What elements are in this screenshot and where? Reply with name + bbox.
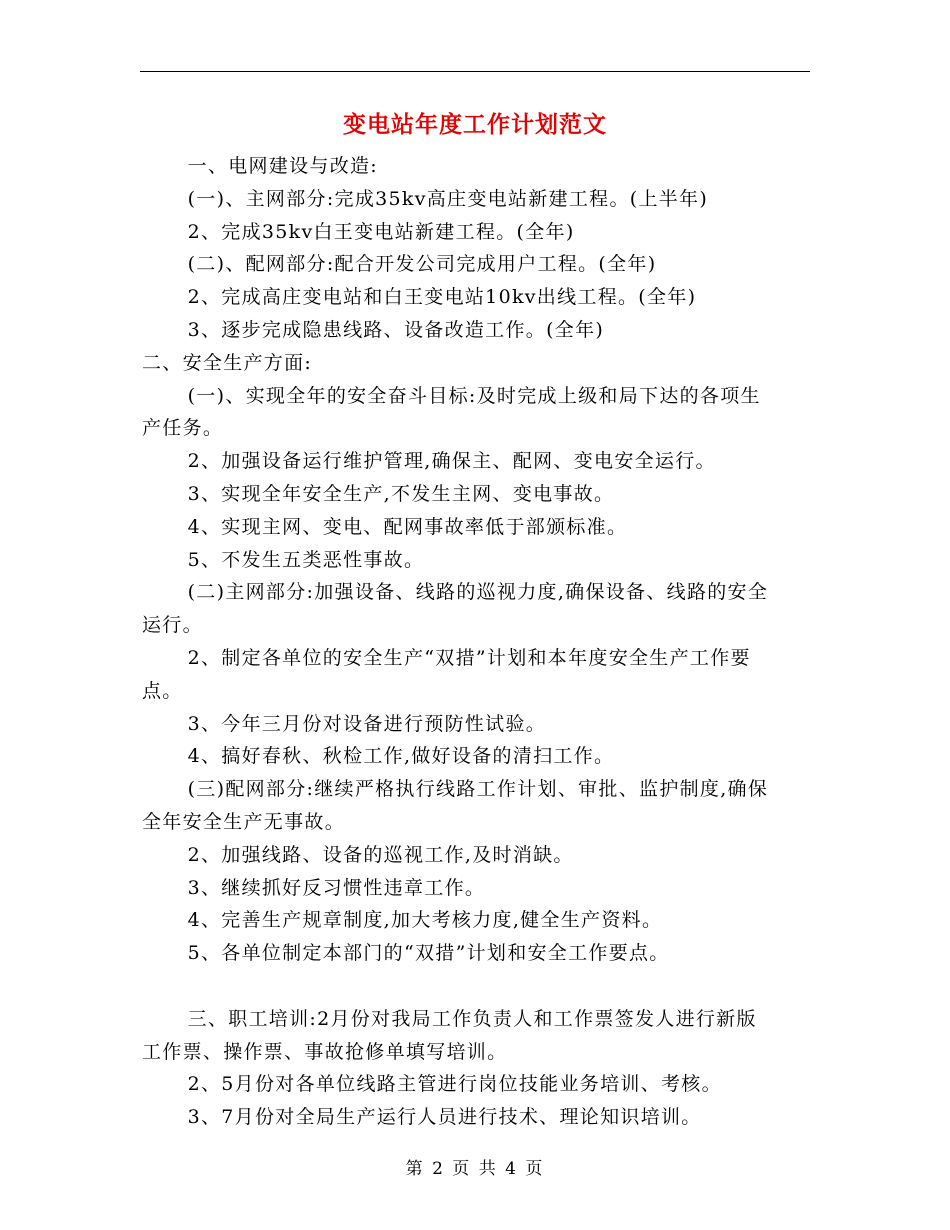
body-paragraph-line: 3、实现全年安全生产,不发生主网、变电事故。 xyxy=(187,482,615,505)
body-paragraph-line: 5、各单位制定本部门的“双措”计划和安全工作要点。 xyxy=(187,942,670,965)
body-paragraph-line: 3、7月份对全局生产运行人员进行技术、理论知识培训。 xyxy=(187,1106,702,1129)
body-paragraph-line: (三)配网部分:继续严格执行线路工作计划、审批、监护制度,确保 xyxy=(187,778,769,801)
header-rule xyxy=(140,71,810,72)
body-paragraph-line: 2、制定各单位的安全生产“双措”计划和本年度安全生产工作要 xyxy=(187,646,751,669)
body-paragraph-line: (一)、主网部分:完成35kv高庄变电站新建工程。(上半年) xyxy=(187,187,709,210)
body-paragraph-line: 二、安全生产方面: xyxy=(142,351,313,374)
blank-line xyxy=(142,970,814,1003)
body-paragraph-line: 2、加强设备运行维护管理,确保主、配网、变电安全运行。 xyxy=(187,450,716,473)
body-paragraph-line: 2、5月份对各单位线路主管进行岗位技能业务培训、考核。 xyxy=(187,1073,722,1096)
body-paragraph-line: 2、完成35kv白王变电站新建工程。(全年) xyxy=(187,220,575,243)
page-number-footer: 第 2 页 共 4 页 xyxy=(405,1159,545,1179)
body-paragraph-line: 3、今年三月份对设备进行预防性试验。 xyxy=(187,712,547,735)
document-title: 变电站年度工作计划范文 xyxy=(343,111,607,138)
body-paragraph-line: 4、搞好春秋、秋检工作,做好设备的清扫工作。 xyxy=(187,745,615,768)
body-paragraph-line: 4、完善生产规章制度,加大考核力度,健全生产资料。 xyxy=(187,909,663,932)
body-paragraph-line: 三、职工培训:2月份对我局工作负责人和工作票签发人进行新版 xyxy=(187,1007,757,1030)
body-paragraph-line: (二)主网部分:加强设备、线路的巡视力度,确保设备、线路的安全 xyxy=(187,581,769,604)
body-paragraph-line: 2、完成高庄变电站和白王变电站10kv出线工程。(全年) xyxy=(187,286,697,309)
body-paragraph-line: (二)、配网部分:配合开发公司完成用户工程。(全年) xyxy=(187,253,657,276)
body-paragraph-line: 运行。 xyxy=(142,614,203,637)
body-paragraph-line: 3、逐步完成隐患线路、设备改造工作。(全年) xyxy=(187,318,605,341)
body-paragraph-line: 5、不发生五类恶性事故。 xyxy=(187,548,425,571)
body-paragraph-line: 一、电网建设与改造: xyxy=(187,155,378,177)
body-paragraph-line: (一)、实现全年的安全奋斗目标:及时完成上级和局下达的各项生 xyxy=(187,384,761,407)
body-paragraph-line: 3、继续抓好反习惯性违章工作。 xyxy=(187,876,486,899)
body-paragraph-line: 4、实现主网、变电、配网事故率低于部颁标准。 xyxy=(187,515,628,538)
body-paragraph-line: 2、加强线路、设备的巡视工作,及时消缺。 xyxy=(187,843,574,866)
body-paragraph-line: 工作票、操作票、事故抢修单填写培训。 xyxy=(142,1040,508,1063)
body-paragraph-line: 点。 xyxy=(142,679,183,702)
body-paragraph-line: 产任务。 xyxy=(142,417,224,440)
body-paragraph-line: 全年安全生产无事故。 xyxy=(142,810,346,833)
document-body xyxy=(142,150,814,1134)
